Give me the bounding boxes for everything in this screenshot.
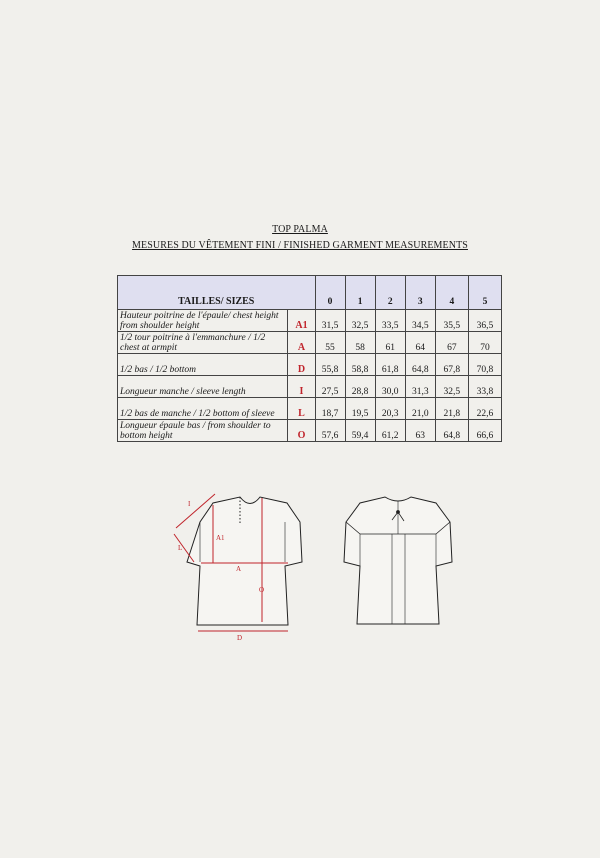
measure-label: A1: [216, 534, 225, 542]
measure-value: 64: [405, 332, 435, 354]
measure-code: O: [288, 420, 315, 442]
measure-value: 33,5: [375, 310, 405, 332]
measure-value: 55,8: [315, 354, 345, 376]
measure-value: 61,2: [375, 420, 405, 442]
size-header-cell: 5: [468, 276, 501, 310]
measure-value: 58,8: [345, 354, 375, 376]
measure-value: 55: [315, 332, 345, 354]
table-row: [118, 398, 502, 420]
measure-value: 32,5: [435, 376, 468, 398]
measure-label: I: [188, 500, 191, 508]
measure-value: 27,5: [315, 376, 345, 398]
measure-value: 61: [375, 332, 405, 354]
garment-sketch: [0, 480, 600, 640]
measure-value: 28,8: [345, 376, 375, 398]
measure-value: 57,6: [315, 420, 345, 442]
measure-value: 30,0: [375, 376, 405, 398]
title-block: [0, 222, 600, 254]
table-row: [118, 420, 502, 442]
size-header-cell: 4: [435, 276, 468, 310]
measure-value: 34,5: [405, 310, 435, 332]
measure-value: 64,8: [435, 420, 468, 442]
measure-value: 33,8: [468, 376, 501, 398]
measure-value: 64,8: [405, 354, 435, 376]
size-header-cell: 1: [345, 276, 375, 310]
measure-value: 31,5: [315, 310, 345, 332]
page-title: TOP PALMA: [272, 224, 328, 235]
measure-value: 31,3: [405, 376, 435, 398]
front-view: [187, 497, 302, 625]
size-header-cell: 2: [375, 276, 405, 310]
measure-value: 67: [435, 332, 468, 354]
measure-value: 20,3: [375, 398, 405, 420]
table-row: [118, 354, 502, 376]
measure-value: 63: [405, 420, 435, 442]
measure-desc: Longueur épaule bas / from shoulder to bottom height: [118, 420, 288, 442]
size-header-cell: 3: [405, 276, 435, 310]
measure-label: A: [236, 565, 242, 573]
measure-desc: 1/2 bas / 1/2 bottom: [118, 354, 288, 376]
measure-value: 59,4: [345, 420, 375, 442]
measure-value: 61,8: [375, 354, 405, 376]
size-header-label: TAILLES/ SIZES: [118, 276, 316, 310]
measure-label: D: [237, 634, 243, 640]
table-row: [118, 310, 502, 332]
measure-value: 36,5: [468, 310, 501, 332]
measure-value: 18,7: [315, 398, 345, 420]
page-subtitle: MESURES DU VÊTEMENT FINI / FINISHED GARMENT MEASUREMENTS: [132, 240, 468, 251]
measure-code: D: [288, 354, 315, 376]
measure-value: 66,6: [468, 420, 501, 442]
measure-code: A: [288, 332, 315, 354]
size-header-row: [118, 276, 502, 310]
size-header-cell: 0: [315, 276, 345, 310]
measure-code: A1: [288, 310, 315, 332]
size-table: [117, 275, 502, 442]
measure-value: 32,5: [345, 310, 375, 332]
measure-desc: 1/2 bas de manche / 1/2 bottom of sleeve: [118, 398, 288, 420]
measure-code: L: [288, 398, 315, 420]
measure-value: 67,8: [435, 354, 468, 376]
table-row: [118, 376, 502, 398]
measure-value: 21,8: [435, 398, 468, 420]
measure-desc: 1/2 tour poitrine à l'emmanchure / 1/2 chest at armpit: [118, 332, 288, 354]
measure-label: O: [259, 586, 265, 594]
measure-desc: Hauteur poitrine de l'épaule/ chest height from shoulder height: [118, 310, 288, 332]
measure-code: I: [288, 376, 315, 398]
measure-value: 21,0: [405, 398, 435, 420]
measure-value: 58: [345, 332, 375, 354]
measure-value: 19,5: [345, 398, 375, 420]
table-row: [118, 332, 502, 354]
back-view: [344, 497, 452, 624]
measure-value: 70: [468, 332, 501, 354]
measure-value: 22,6: [468, 398, 501, 420]
measure-value: 70,8: [468, 354, 501, 376]
measure-value: 35,5: [435, 310, 468, 332]
measure-label: L: [178, 544, 183, 552]
measure-desc: Longueur manche / sleeve length: [118, 376, 288, 398]
